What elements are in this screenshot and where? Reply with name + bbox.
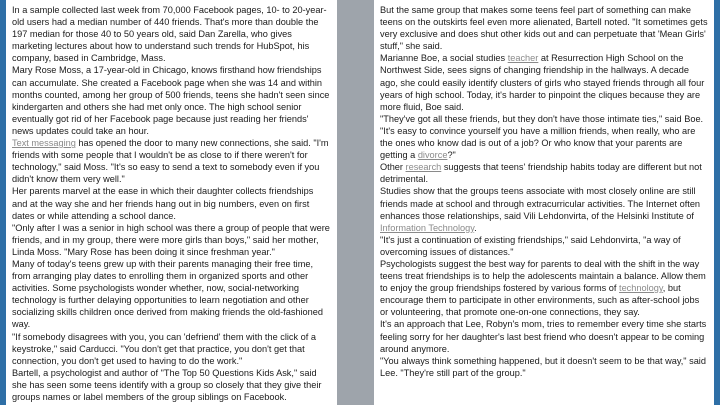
right-paragraph-3-rest: ?" xyxy=(447,150,456,161)
teacher-link[interactable]: teacher xyxy=(507,53,539,64)
right-paragraph-6: "It's just a continuation of existing friendships," said Lehdonvirta, "a way of overcoming issues of distances." xyxy=(380,234,681,257)
right-paragraph-9: "You always think something happened, but it doesn't seem to be that way," said Lee. "They're still part of the group." xyxy=(380,355,706,378)
left-paragraph-2: Mary Rose Moss, a 17-year-old in Chicago, knows firsthand how friendships can accumulate. She created a Facebook page when she was 14 and within months counted, among her group of 500 friends, teens she hadn't seen since kindergarten and others she had met only once. The high school senior eventually got rid of her Facebook page because just reading her friends' news updates could take an hour. xyxy=(12,65,330,136)
right-paragraph-7-rest: , but encourage them to participate in other environments, such as after-school jobs or volunteering, that promote one-on-one connections, they say. xyxy=(380,283,700,318)
left-text-panel xyxy=(6,0,337,405)
left-paragraph-7: "If somebody disagrees with you, you can 'defriend' them with the click of a keystroke," said Carducci. "You don't get that practice, you don't get that connection, you don't get used to having to do the work." xyxy=(12,331,316,366)
divorce-link[interactable]: divorce xyxy=(417,150,448,161)
left-paragraph-8: Bartell, a psychologist and author of "The Top 50 Questions Kids Ask," said she has seen some teens identify with a group so closely that they give their groups names or label members of the group siblings on Facebook. xyxy=(12,367,322,402)
right-paragraph-2-rest: at Resurrection High School on the Northwest Side, sees signs of changing friendship in the hallways. A decade ago, she could easily identify clusters of girls who stayed friends through all four years of high school. Today, it's harder to pinpoint the cliques because they are more fluid, Boe said. xyxy=(380,53,705,112)
right-paragraph-5: Studies show that the groups teens associate with most closely online are still friends made at school and through extracurricular activities. The Internet often enhances those relationships, said Vili Lehdonvirta, of the Helsinki Institute of xyxy=(380,186,701,221)
left-paragraph-4: Her parents marvel at the ease in which their daughter collects friendships and at the way she and her friends hang out in big numbers, even on first dates or while attending a school dance. xyxy=(12,186,314,221)
right-paragraph-4-rest: suggests that teens' friendship habits today are different but not detrimental. xyxy=(380,162,702,185)
left-paragraph-5: "Only after I was a senior in high school was there a group of people that were friends, and in my group, there were more girls than boys," said her mother, Linda Moss. "Mary Rose has been doing it since freshman year." xyxy=(12,222,330,257)
text-messaging-link[interactable]: Text messaging xyxy=(12,138,76,149)
right-paragraph-2: Marianne Boe, a social studies xyxy=(380,53,508,64)
left-paragraph-3: has opened the door to many new connections, she said. "I'm friends with some people that I wouldn't be as close to if there weren't for technology," said Moss. "It's so easy to send a text to somebody even if you didn't know them very well." xyxy=(12,138,329,185)
left-paragraph-1: In a sample collected last week from 70,000 Facebook pages, 10- to 20-year-old users had a median number of 440 friends. That's more than double the 197 median for those 40 to 50 years old, said Dan Zarella, who gives marketing lectures about how to understand such trends for HubSpot, his company, based in Cambridge, Mass. xyxy=(12,5,327,64)
right-paragraph-3: "They've got all these friends, but they don't have those intimate ties," said Boe. "It's easy to convince yourself you have a million friends, when really, who are the ones who know dad is out of a job? Or who know that your parents are getting a xyxy=(380,113,704,161)
information-technology-link[interactable]: Information Technology xyxy=(380,222,475,233)
right-text-panel xyxy=(374,0,714,405)
right-edge-bar xyxy=(714,0,720,405)
right-paragraph-4: Other xyxy=(380,162,406,173)
right-paragraph-7: Psychologists suggest the best way for parents to deal with the shift in the way teens treat friendships is to help the adolescents maintain a balance. Allow them to enjoy the group friendships fostered by various forms of xyxy=(380,258,706,294)
right-paragraph-8: It's an approach that Lee, Robyn's mom, tries to remember every time she starts feeling sorry for her daughter's last best friend who doesn't appear to be coming around anymore. xyxy=(380,319,707,354)
left-paragraph-6: Many of today's teens grew up with their parents managing their free time, from arranging play dates to enrolling them in organized sports and other activities. Some psychologists wonder whether, now, social-networking technology is further delaying opportunities to learn negotiation and other socializing skills children once derived from making friends the old-fashioned way. xyxy=(12,258,323,330)
right-paragraph-5-rest: . xyxy=(474,222,477,233)
right-paragraph-1: But the same group that makes some teens feel part of something can make teens on the outskirts feel even more alienated, Bartell noted. "It sometimes gets very exclusive and does shut other kids out and can perpetuate that 'Mean Girls' stuff," she said. xyxy=(380,5,708,52)
technology-link[interactable]: technology xyxy=(619,283,663,294)
research-link[interactable]: research xyxy=(405,162,442,173)
